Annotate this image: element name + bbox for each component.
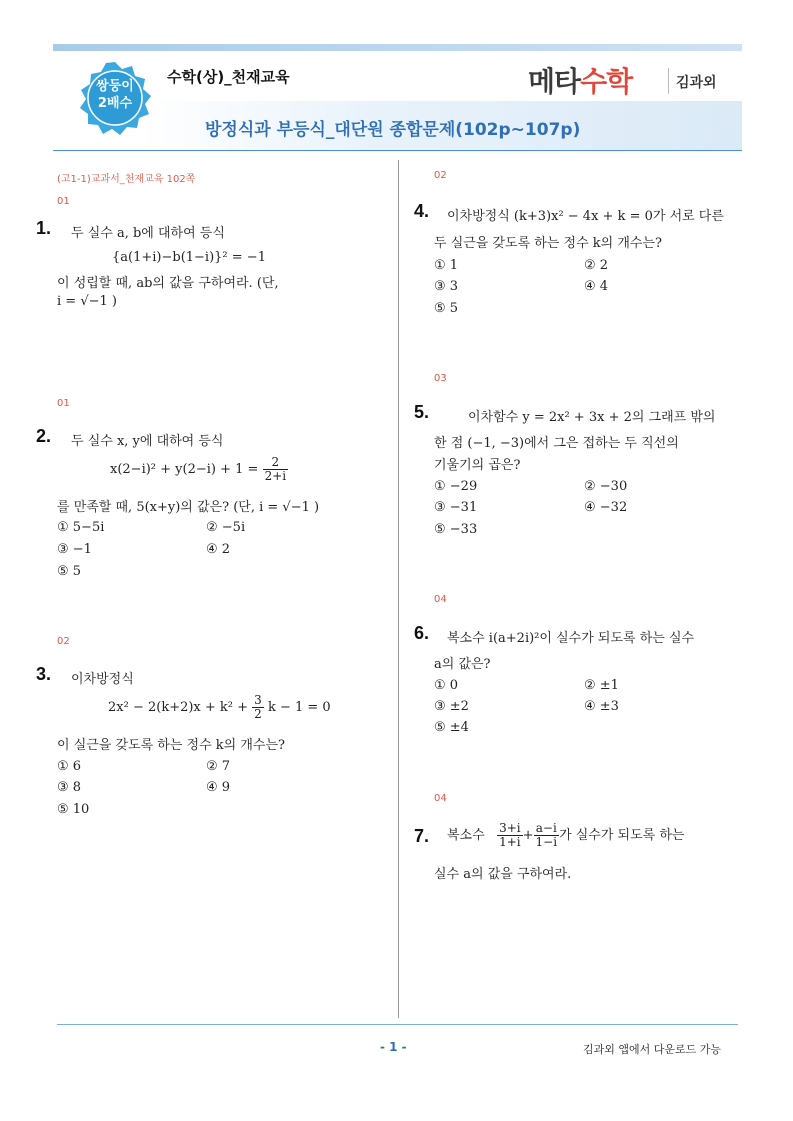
top-accent-bar [53, 44, 742, 51]
answer-option[interactable]: ④ −32 [584, 500, 628, 515]
question-number: 5. [414, 402, 430, 422]
fraction [534, 822, 560, 849]
sub-logo: 김과외 [676, 75, 717, 91]
answer-option[interactable]: ⑤ 10 [57, 802, 90, 817]
footer-note: 김과외 앱에서 다운로드 가능 [583, 1043, 722, 1056]
question-text: 복소수 i(a+2i)²이 실수가 되도록 하는 실수 [447, 631, 695, 646]
question-text: 실수 a의 값을 구하여라. [434, 867, 572, 882]
question-text: 한 점 (−1, −3)에서 그은 접하는 두 직선의 [434, 436, 679, 451]
answer-option[interactable]: ③ −31 [434, 500, 478, 515]
answer-option[interactable]: ② 2 [584, 258, 609, 273]
plus-sign: + [522, 828, 534, 843]
question-text: 두 실근을 갖도록 하는 정수 k의 개수는? [434, 236, 663, 251]
answer-option[interactable]: ④ ±3 [584, 699, 619, 714]
question-formula [110, 456, 288, 483]
page-number: - 1 - [380, 1040, 407, 1054]
question-text: 두 실수 x, y에 대하여 등식 [71, 434, 224, 449]
page-title: 방정식과 부등식_대단원 종합문제(102p~107p) [205, 120, 581, 140]
source-note: (고1-1)교과서_천재교육 102쪽 [57, 174, 196, 185]
badge-line-2: 2배수 [97, 96, 133, 111]
question-formula: {a(1+i)−b(1−i)}² = −1 [112, 250, 266, 265]
subject-label: 수학(상)_천재교육 [167, 68, 290, 86]
question-text: 이차함수 y = 2x² + 3x + 2의 그래프 밖의 [468, 410, 716, 425]
formula-left: x(2−i)² + y(2−i) + 1 = [110, 462, 259, 477]
fraction-numerator: 3 [254, 693, 262, 707]
column-divider [398, 160, 399, 1018]
fraction-numerator: a−i [534, 822, 560, 836]
answer-option[interactable]: ② −30 [584, 479, 628, 494]
question-text: 를 만족할 때, 5(x+y)의 값은? (단, i = √−1 ) [57, 500, 320, 515]
answer-option[interactable]: ① 1 [434, 258, 459, 273]
answer-option[interactable]: ① −29 [434, 479, 478, 494]
answer-option[interactable]: ② ±1 [584, 678, 619, 693]
question-tail: 가 실수가 되도록 하는 [559, 828, 685, 843]
brand-logo [528, 60, 632, 100]
question-text: i = √−1 ) [57, 294, 117, 309]
fraction-denominator: 1+i [499, 835, 521, 849]
logo-divider [668, 68, 669, 94]
fraction-numerator: 2 [263, 456, 289, 470]
question-text: 기울기의 곱은? [434, 458, 521, 473]
footer-divider [57, 1024, 738, 1025]
question-number: 6. [414, 623, 430, 643]
question-tag: 01 [57, 398, 70, 409]
answer-option[interactable]: ② 7 [206, 759, 231, 774]
question-tag: 03 [434, 373, 447, 384]
answer-option[interactable]: ④ 4 [584, 279, 609, 294]
answer-option[interactable]: ③ 8 [57, 780, 82, 795]
question-tag: 04 [434, 793, 447, 804]
fraction-denominator: 2 [254, 707, 262, 721]
question-text: 두 실수 a, b에 대하여 등식 [71, 226, 225, 241]
answer-option[interactable]: ⑤ 5 [434, 301, 459, 316]
question-text: 이차방정식 (k+3)x² − 4x + k = 0가 서로 다른 [447, 209, 724, 224]
answer-option[interactable]: ① 0 [434, 678, 459, 693]
question-number: 1. [36, 218, 52, 238]
question-formula [108, 694, 331, 721]
question-number: 7. [414, 826, 430, 846]
answer-option[interactable]: ⑤ −33 [434, 522, 478, 537]
formula-right: k − 1 = 0 [267, 700, 331, 715]
formula-left: 2x² − 2(k+2)x + k² + [108, 700, 249, 715]
answer-option[interactable]: ⑤ ±4 [434, 720, 469, 735]
fraction-numerator: 3+i [499, 821, 521, 835]
fraction-denominator: 1−i [535, 835, 558, 849]
question-text: 이차방정식 [71, 672, 134, 687]
question-text: 이 성립할 때, ab의 값을 구하여라. (단, [57, 276, 279, 291]
answer-option[interactable]: ③ 3 [434, 279, 459, 294]
question-tag: 04 [434, 594, 447, 605]
fraction [252, 694, 264, 721]
badge-line-1: 쌍둥이 [96, 79, 134, 94]
answer-option[interactable]: ③ ±2 [434, 699, 469, 714]
answer-option[interactable]: ② −5i [206, 520, 246, 535]
answer-option[interactable]: ⑤ 5 [57, 564, 82, 579]
question-number: 3. [36, 664, 52, 684]
answer-option[interactable]: ① 6 [57, 759, 82, 774]
question-text: a의 값은? [434, 657, 491, 672]
question-text: 이 실근을 갖도록 하는 정수 k의 개수는? [57, 738, 286, 753]
fraction-denominator: 2+i [264, 469, 287, 483]
question-number: 4. [414, 201, 430, 221]
badge-stamp [77, 60, 153, 136]
question-tag: 01 [57, 196, 70, 207]
answer-option[interactable]: ③ −1 [57, 542, 92, 557]
answer-option[interactable]: ④ 2 [206, 542, 231, 557]
logo-part-a: 메타 [528, 65, 581, 98]
answer-option[interactable]: ① 5−5i [57, 520, 105, 535]
fraction [497, 822, 523, 849]
question-tag: 02 [57, 636, 70, 647]
fraction [263, 456, 289, 483]
question-tag: 02 [434, 170, 447, 181]
question-lead: 복소수 [447, 828, 485, 843]
question-text [447, 822, 684, 849]
answer-option[interactable]: ④ 9 [206, 780, 231, 795]
question-number: 2. [36, 426, 52, 446]
logo-part-b: 수학 [580, 65, 633, 98]
header-divider [53, 150, 742, 151]
